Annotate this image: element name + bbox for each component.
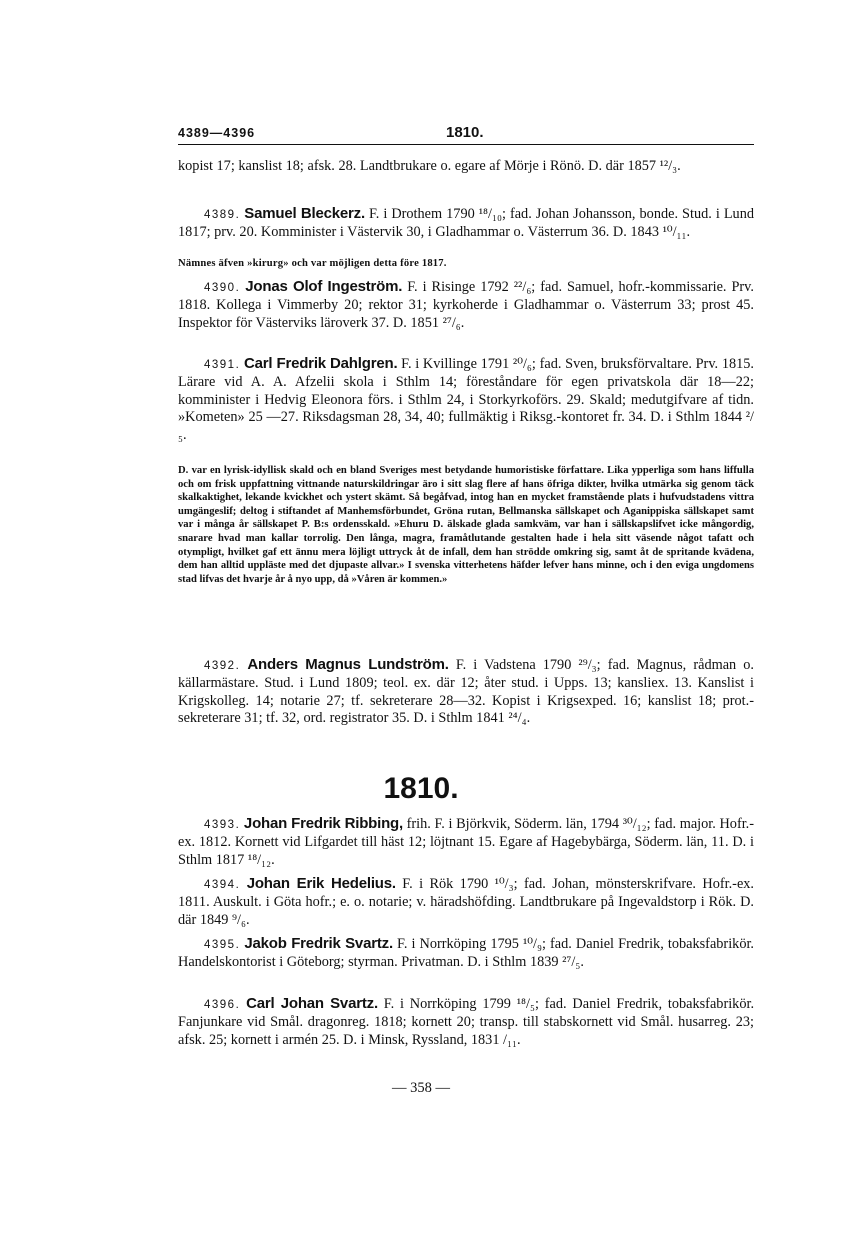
running-head — [178, 124, 754, 145]
entry-text: F. i Norrköping 1795 ¹⁰/₉; fad. Daniel Fredrik, tobaksfabrikör. Handelskontorist i Göteborg; styrman. Privatman. D. i Sthlm 1839 ²⁷/₅. — [178, 936, 755, 971]
entry-4389 — [178, 205, 754, 242]
entry-name: Johan Fredrik Ribbing, — [243, 815, 403, 832]
entry-text: F. i Rök 1790 ¹⁰/₃; fad. Johan, mönsterskrifvare. Hofr.-ex. 1811. Auskult. i Göta hofr.; e. o. notarie; v. häradshöfding. Landtbrukare på Ingevaldstorp i Rök. D. där 1849 ⁹/₆. — [178, 876, 755, 928]
entry-text: F. i Drothem 1790 ¹⁸/₁₀; fad. Johan Johansson, bonde. Stud. i Lund 1817; prv. 20. Komminister i Västervik 30, i Gladhammar o. Västerrum 36. D. 1843 ¹⁰/₁₁. — [178, 206, 755, 241]
entry-4394 — [178, 875, 754, 929]
footnote-dahlgren: D. var en lyrisk-idyllisk skald och en bland Sveriges mest betydande humoristiske författare. Lika ypperliga som hans liffulla och om frisk uppfattning vittnande naturskildringar äro i sitt slag flere af hans öfriga dikter, hvilka utmärka sig genom täck skalkaktighet, lekande kvickhet och ystert skämt. Så begåfvad, intog han en mycket framstående plats i hufvudstadens vittra umgängeslif; deltog i stiftandet af Manhemsförbundet, Gröna rutan, Bellmanska sällskapet och Aganippiska sällskapet samt var i många år sällskapet P. B:s ordensskald. »Ehuru D. älskade glada samkväm, var han i sällskapslifvet icke mångordig, snarare hvad man kallar torrolig. Den långa, magra, framåtlutande gestalten hade i hela sitt väsende något tafatt och otympligt, hvilket gaf ett ännu mera löjligt uttryck åt de infall, dem han strödde omkring sig, samt åt de spritande kvädena, dem han alltid uppläste med det djupaste allvar.» I svenska vitterhetens häfder lefver hans minne, och i den eviga ungdomens stad lifvas det hvarje år å nyo upp, då »Våren är kommen.» — [178, 465, 754, 585]
entry-range: 4389—4396 — [178, 126, 256, 140]
opening-text: kopist 17; kanslist 18; afsk. 28. Landtbrukare o. egare af Mörje i Rönö. D. där 1857 ¹²/₃. — [178, 158, 681, 174]
entry-name: Carl Johan Svartz. — [246, 995, 378, 1012]
entry-number: 4395. — [204, 939, 241, 951]
entry-name: Samuel Bleckerz. — [244, 205, 365, 222]
entry-number: 4393. — [204, 819, 241, 831]
entry-text: F. i Kvillinge 1791 ²⁰/₆; fad. Sven, bruksförvaltare. Prv. 1815. Lärare vid A. A. Afzelii skola i Sthlm 14; föreståndare för egen privatskola där 18—22; komminister i Hedvig Eleonora förs. i Sthlm 24, i Storkyrkoförs. 29. Skald; medutgifvare af tidn. »Kometen» 25 —27. Riksdagsman 28, 34, 40; fullmäktig i Riksg.-kontoret fr. 34. D. i Sthlm 1844 ²/₅. — [178, 356, 754, 443]
entry-text: F. i Risinge 1792 ²²/₆; fad. Samuel, hofr.-kommissarie. Prv. 1818. Kollega i Vimmerby 20; rektor 31; kyrkoherde i Gladhammar o. Västerrum 33; prost 45. Inspektor för Västerviks läroverk 37. D. 1851 ²⁷/₆. — [178, 279, 754, 331]
entry-4396 — [178, 995, 754, 1049]
entry-name: Jakob Fredrik Svartz. — [244, 935, 393, 952]
entry-name: Carl Fredrik Dahlgren. — [244, 355, 398, 372]
entry-4392 — [178, 656, 754, 728]
entry-text: frih. F. i Björkvik, Söderm. län, 1794 ³⁰/₁₂; fad. major. Hofr.-ex. 1812. Kornett vid Lifgardet till häst 12; löjtnant 15. Egare af Hagebybärga, Söderm. län, 11. D. i Sthlm 1817 ¹⁸/₁₂. — [178, 816, 755, 868]
entry-4390 — [178, 278, 754, 332]
section-year-heading: 1810. — [383, 772, 459, 805]
footnote-bleckerz: Nämnes äfven »kirurg» och var möjligen detta före 1817. — [178, 258, 447, 269]
entry-number: 4390. — [204, 282, 241, 294]
entry-number: 4394. — [204, 879, 241, 891]
entry-number: 4392. — [204, 660, 241, 672]
entry-name: Jonas Olof Ingeström. — [245, 278, 403, 295]
entry-number: 4391. — [204, 359, 241, 371]
entry-name: Johan Erik Hedelius. — [246, 875, 396, 892]
entry-name: Anders Magnus Lundström. — [247, 656, 449, 673]
entry-text: F. i Norrköping 1799 ¹⁸/₅; fad. Daniel Fredrik, tobaksfabrikör. Fanjunkare vid Smål. dragonreg. 1818; kornett 20; transp. till stabskornett vid Smål. husarreg. 23; afsk. 25; kornett i armén 25. D. i Minsk, Ryssland, 1831 /₁₁. — [178, 996, 755, 1048]
entry-4393 — [178, 815, 754, 869]
entry-number: 4389. — [204, 209, 241, 221]
entry-4395 — [178, 935, 754, 972]
entry-number: 4396. — [204, 999, 241, 1011]
page-number: — 358 — — [392, 1080, 450, 1096]
running-head-year: 1810. — [446, 124, 484, 141]
entry-4391 — [178, 355, 754, 444]
entry-text: F. i Vadstena 1790 ²⁹/₃; fad. Magnus, rådman o. källarmästare. Stud. i Lund 1809; teol. ex. där 12; åter stud. i Upps. 13; kansliex. 13. Kanslist i Krigskolleg. 14; notarie 27; tf. sekreterare 28—32. Kopist i Krigsexped. 16; kanslist 18; prot.-sekreterare 31; tf. 32, ord. registrator 35. D. i Sthlm 1841 ²⁴/₄. — [178, 657, 755, 727]
